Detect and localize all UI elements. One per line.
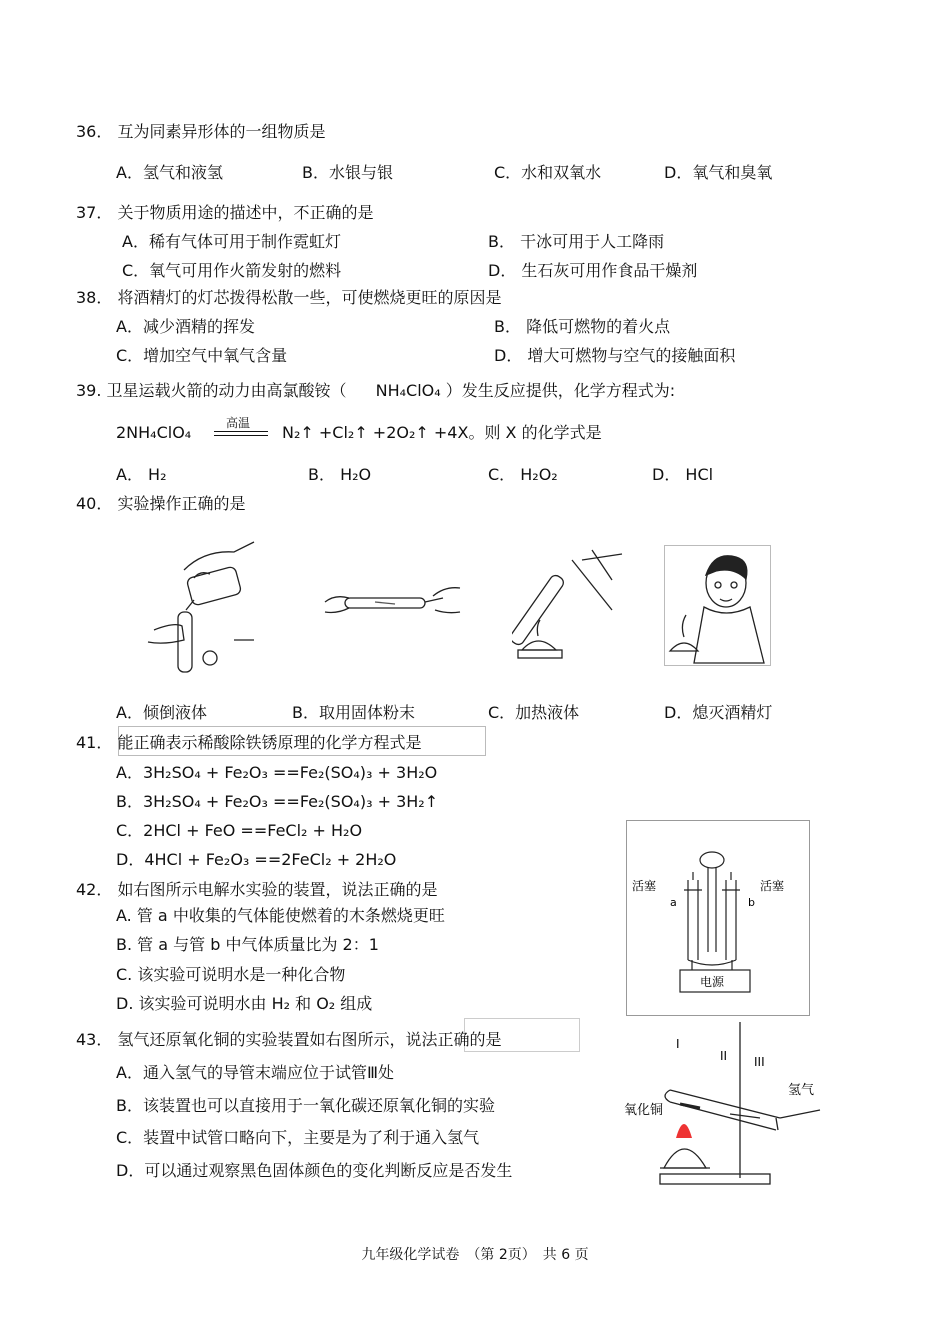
q36-option-b: B．水银与银: [302, 163, 393, 182]
q43-option-d: D．可以通过观察黑色固体颜色的变化判断反应是否发生: [116, 1161, 513, 1180]
valve-right-label: 活塞: [760, 879, 785, 893]
q43-option-b: B．该装置也可以直接用于一氧化碳还原氧化铜的实验: [116, 1096, 495, 1115]
q39-products: N₂↑ +Cl₂↑ +2O₂↑ +4X。则 X 的化学式是: [282, 423, 602, 442]
page-footer: 九年级化学试卷 （第 2页） 共 6 页: [361, 1247, 589, 1263]
q39-stem: [76, 381, 675, 401]
q37-option-a: A．稀有气体可用于制作霓虹灯: [122, 232, 341, 251]
q38-option-b: B． 降低可燃物的着火点: [494, 317, 671, 336]
q38-stem: 38． 将酒精灯的灯芯拨得松散一些，可使燃烧更旺的原因是: [76, 288, 502, 307]
q42-option-d: D. 该实验可说明水由 H₂ 和 O₂ 组成: [116, 994, 373, 1013]
label-ii: II: [720, 1049, 728, 1063]
q37-stem: 37． 关于物质用途的描述中，不正确的是: [76, 203, 374, 222]
q39-stem-pre: 39. 卫星运载火箭的动力由高氯酸铵（: [76, 381, 347, 400]
q42-option-a: A. 管 a 中收集的气体能使燃着的木条燃烧更旺: [116, 906, 445, 925]
tube-a-label: a: [670, 896, 677, 909]
q37-option-c: C．氧气可用作火箭发射的燃料: [122, 261, 342, 280]
q39-option-a: A． H₂: [116, 465, 167, 484]
q38-option-d: D． 增大可燃物与空气的接触面积: [494, 346, 736, 365]
extinguish-lamp-figure: [664, 545, 772, 667]
hydrogen-label: 氢气: [788, 1083, 815, 1098]
label-iii: III: [754, 1055, 765, 1069]
q39-option-c: C． H₂O₂: [488, 465, 558, 484]
q42-option-b: B. 管 a 与管 b 中气体质量比为 2：1: [116, 935, 379, 954]
q39-option-d: D． HCl: [652, 465, 714, 484]
q40-option-a: A．倾倒液体: [116, 703, 207, 722]
q42-option-c: C. 该实验可说明水是一种化合物: [116, 965, 346, 984]
q39-stem-post: ）发生反应提供，化学方程式为:: [445, 381, 676, 400]
q37-option-d: D． 生石灰可用作食品干燥剂: [488, 261, 698, 280]
q36-option-a: A．氢气和液氢: [116, 163, 223, 182]
q39-option-b: B． H₂O: [308, 465, 372, 484]
power-label: 电源: [700, 975, 725, 989]
q40-option-d: D．熄灭酒精灯: [664, 703, 773, 722]
q41-option-c: C．2HCl + FeO ==FeCl₂ + H₂O: [116, 821, 363, 840]
q36-stem: 36． 互为同素异形体的一组物质是: [76, 122, 326, 141]
q41-stem: 41． 能正确表示稀酸除铁锈原理的化学方程式是: [76, 733, 422, 752]
q43-stem: 43． 氢气还原氧化铜的实验装置如右图所示，说法正确的是: [76, 1030, 502, 1049]
equation-arrow: [214, 431, 268, 436]
q39-stem-formula: NH₄ClO₄: [375, 381, 441, 400]
q40-stem: 40． 实验操作正确的是: [76, 494, 246, 513]
q40-option-b: B．取用固体粉末: [292, 703, 415, 722]
q36-option-d: D．氧气和臭氧: [664, 163, 773, 182]
q37-option-b: B． 干冰可用于人工降雨: [488, 232, 665, 251]
cuo-label: 氧化铜: [624, 1103, 664, 1118]
q36-option-c: C．水和双氧水: [494, 163, 602, 182]
q41-option-d: D．4HCl + Fe₂O₃ ==2FeCl₂ + 2H₂O: [116, 850, 397, 869]
hydrogen-reduction-figure: [620, 1018, 830, 1188]
pouring-liquid-figure: [134, 530, 274, 680]
valve-left-label: 活塞: [632, 879, 657, 893]
tube-b-label: b: [748, 896, 755, 909]
electrolysis-figure: [626, 820, 810, 1016]
q40-option-c: C．加热液体: [488, 703, 580, 722]
label-i: I: [676, 1037, 680, 1051]
q38-option-a: A．减少酒精的挥发: [116, 317, 255, 336]
q43-option-c: C．装置中试管口略向下，主要是为了利于通入氢气: [116, 1128, 480, 1147]
q42-stem: 42． 如右图所示电解水实验的装置，说法正确的是: [76, 880, 438, 899]
powder-figure: [315, 568, 465, 648]
heating-liquid-figure: [512, 540, 632, 670]
q39-condition: 高温: [226, 416, 251, 430]
q41-option-a: A．3H₂SO₄ + Fe₂O₃ ==Fe₂(SO₄)₃ + 3H₂O: [116, 763, 438, 782]
q38-option-c: C．增加空气中氧气含量: [116, 346, 288, 365]
q41-option-b: B．3H₂SO₄ + Fe₂O₃ ==Fe₂(SO₄)₃ + 3H₂↑: [116, 792, 439, 811]
q39-reactant: 2NH₄ClO₄: [116, 423, 192, 442]
q43-option-a: A．通入氢气的导管末端应位于试管Ⅲ处: [116, 1063, 394, 1082]
